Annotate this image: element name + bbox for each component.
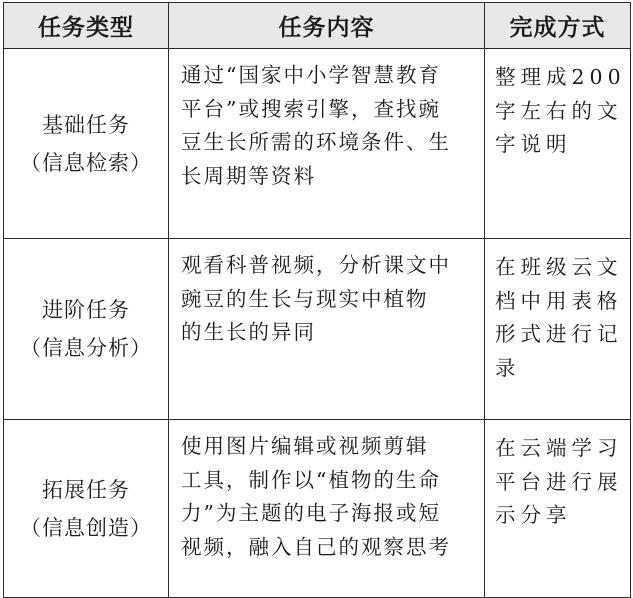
completion-method-cell [485, 239, 631, 420]
method-line: 档中用表格 [495, 288, 623, 313]
header-row [4, 3, 631, 49]
task-content-cell [169, 420, 485, 598]
task-content-line: 的生长的异同 [181, 320, 316, 344]
task-type-name: 拓展任务 [42, 477, 130, 502]
method-line: 字左右的文 [495, 98, 623, 123]
task-content-line: 使用图片编辑或视频剪辑 [181, 434, 429, 458]
header-task-content: 任务内容 [169, 3, 485, 49]
task-content-line: 力”为主题的电子海报或短 [181, 501, 441, 525]
table-row-advanced [4, 239, 631, 420]
task-type-cell [4, 420, 169, 598]
task-content-line: 视频，融入自己的观察思考 [181, 534, 451, 559]
task-content-line: 工具，制作以“植物的生命 [181, 467, 441, 492]
method-line: 在班级云文 [495, 255, 623, 279]
task-content-line: 观看科普视频，分析课文中 [181, 253, 451, 277]
method-line: 整理成200 [495, 65, 626, 89]
task-content-cell [169, 239, 485, 420]
task-content-line: 长周期等资料 [181, 163, 316, 188]
task-content-line: 豌豆的生长与现实中植物 [181, 286, 429, 311]
table-row-basic [4, 49, 631, 239]
method-line: 在云端学习 [495, 436, 623, 460]
task-type-subtitle: （信息检索） [20, 150, 152, 175]
task-type-name: 进阶任务 [42, 298, 130, 322]
table-row-extended [4, 420, 631, 598]
task-type-cell [4, 49, 169, 239]
method-line: 平台进行展 [495, 469, 623, 494]
task-content-cell [169, 49, 485, 239]
header-completion-method: 完成方式 [485, 3, 631, 49]
task-content-line: 通过“国家中小学智慧教育 [181, 63, 441, 87]
method-line: 字说明 [495, 132, 572, 156]
completion-method-cell [485, 420, 631, 598]
task-content-line: 平台”或搜索引擎，查找豌 [181, 96, 441, 121]
method-line: 录 [495, 355, 521, 380]
task-type-subtitle: （信息创造） [20, 515, 152, 540]
method-line: 示分享 [495, 503, 572, 527]
task-type-name: 基础任务 [42, 112, 130, 137]
task-table-container [3, 2, 630, 563]
task-type-cell [4, 239, 169, 420]
task-type-subtitle: （信息分析） [20, 336, 152, 360]
task-content-line: 豆生长所需的环境条件、生 [181, 130, 451, 154]
header-task-type: 任务类型 [4, 3, 169, 49]
completion-method-cell [485, 49, 631, 239]
task-table [3, 2, 631, 598]
method-line: 形式进行记 [495, 322, 623, 346]
